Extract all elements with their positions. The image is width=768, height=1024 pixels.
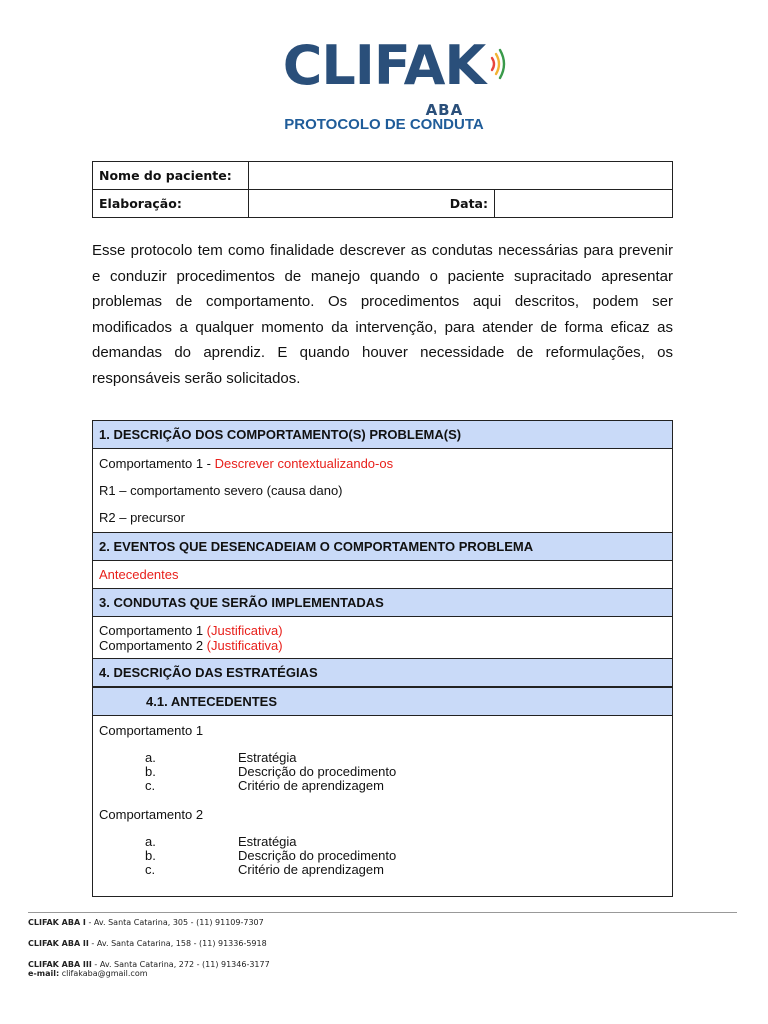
section-3-header: 3. CONDUTAS QUE SERÃO IMPLEMENTADAS bbox=[93, 588, 672, 617]
r2-text: R2 – precursor bbox=[99, 510, 185, 525]
protocol-table bbox=[92, 420, 673, 897]
strategy-behavior-2-label: Comportamento 2 bbox=[99, 807, 204, 822]
list-item: c. Critério de aprendizagem bbox=[145, 778, 384, 793]
section-4-header: 4. DESCRIÇÃO DAS ESTRATÉGIAS bbox=[93, 658, 672, 687]
strategy-list-2 bbox=[99, 835, 666, 877]
list-item: a. Estratégia bbox=[145, 750, 297, 765]
conduct-behavior-1-label: Comportamento 1 bbox=[99, 623, 207, 638]
section-2-header: 2. EVENTOS QUE DESENCADEIAM O COMPORTAMENTO PROBLEMA bbox=[93, 532, 672, 561]
intro-paragraph: Esse protocolo tem como finalidade descrever as condutas necessárias para prevenir e conduzir procedimentos de manejo quando o paciente supracitado apresentar problemas de comportamento. Os procedimentos aqui descritos, podem ser modificados a qualquer momento da intervenção, para atender de forma eficaz as demandas do aprendiz. E quando houver necessidade de reformulações, os responsáveis serão solicitados. bbox=[92, 242, 673, 387]
list-item: a. Estratégia bbox=[145, 834, 297, 849]
strategy-list-1 bbox=[99, 751, 666, 793]
document-title: PROTOCOLO DE CONDUTA bbox=[284, 116, 484, 133]
behavior-1-note: Descrever contextualizando-os bbox=[214, 456, 394, 471]
elaboration-label: Elaboração: bbox=[93, 190, 249, 218]
conduct-behavior-1 bbox=[99, 623, 666, 638]
section-4-1-body bbox=[93, 716, 672, 896]
section-1-body bbox=[93, 449, 672, 532]
patient-name-label: Nome do paciente: bbox=[93, 162, 249, 190]
footer-email[interactable]: e-mail: clifakaba@gmail.com bbox=[28, 969, 148, 978]
patient-name-field[interactable] bbox=[249, 162, 673, 190]
behavior-1-label: Comportamento 1 - bbox=[99, 456, 215, 471]
footer-address-1: CLIFAK ABA I - Av. Santa Catarina, 305 - (11) 91109-7307 bbox=[28, 918, 264, 927]
list-item: c. Critério de aprendizagem bbox=[145, 862, 384, 877]
logo-main-text: CLIFAK bbox=[282, 34, 486, 97]
section-2-body: Antecedentes bbox=[99, 567, 179, 582]
date-label: Data: bbox=[449, 196, 488, 211]
section-1-header: 1. DESCRIÇÃO DOS COMPORTAMENTO(S) PROBLEMA(S) bbox=[93, 421, 672, 449]
signal-waves-icon bbox=[490, 44, 506, 84]
logo-sub-text: ABA bbox=[425, 101, 464, 119]
r1-text: R1 – comportamento severo (causa dano) bbox=[99, 483, 343, 498]
table-row bbox=[93, 190, 673, 218]
date-field[interactable] bbox=[495, 190, 673, 218]
logo bbox=[0, 34, 768, 119]
patient-info-table bbox=[92, 161, 673, 218]
footer-divider bbox=[28, 912, 737, 913]
strategy-behavior-1-label: Comportamento 1 bbox=[99, 723, 204, 738]
table-row bbox=[93, 162, 673, 190]
list-item: b. Descrição do procedimento bbox=[145, 848, 397, 863]
logo-wordmark bbox=[282, 34, 486, 119]
footer-address-2: CLIFAK ABA II - Av. Santa Catarina, 158 - (11) 91336-5918 bbox=[28, 939, 267, 948]
conduct-behavior-2 bbox=[99, 638, 666, 653]
section-4-1-header: 4.1. ANTECEDENTES bbox=[93, 687, 672, 716]
conduct-behavior-2-note: (Justificativa) bbox=[206, 638, 283, 653]
footer-address-3: CLIFAK ABA III - Av. Santa Catarina, 272 - (11) 91346-3177 bbox=[28, 960, 270, 969]
section-3-body bbox=[93, 617, 672, 658]
conduct-behavior-1-note: (Justificativa) bbox=[206, 623, 283, 638]
behavior-1-description bbox=[99, 456, 666, 471]
list-item: b. Descrição do procedimento bbox=[145, 764, 397, 779]
date-label-cell[interactable] bbox=[249, 190, 495, 218]
conduct-behavior-2-label: Comportamento 2 bbox=[99, 638, 207, 653]
